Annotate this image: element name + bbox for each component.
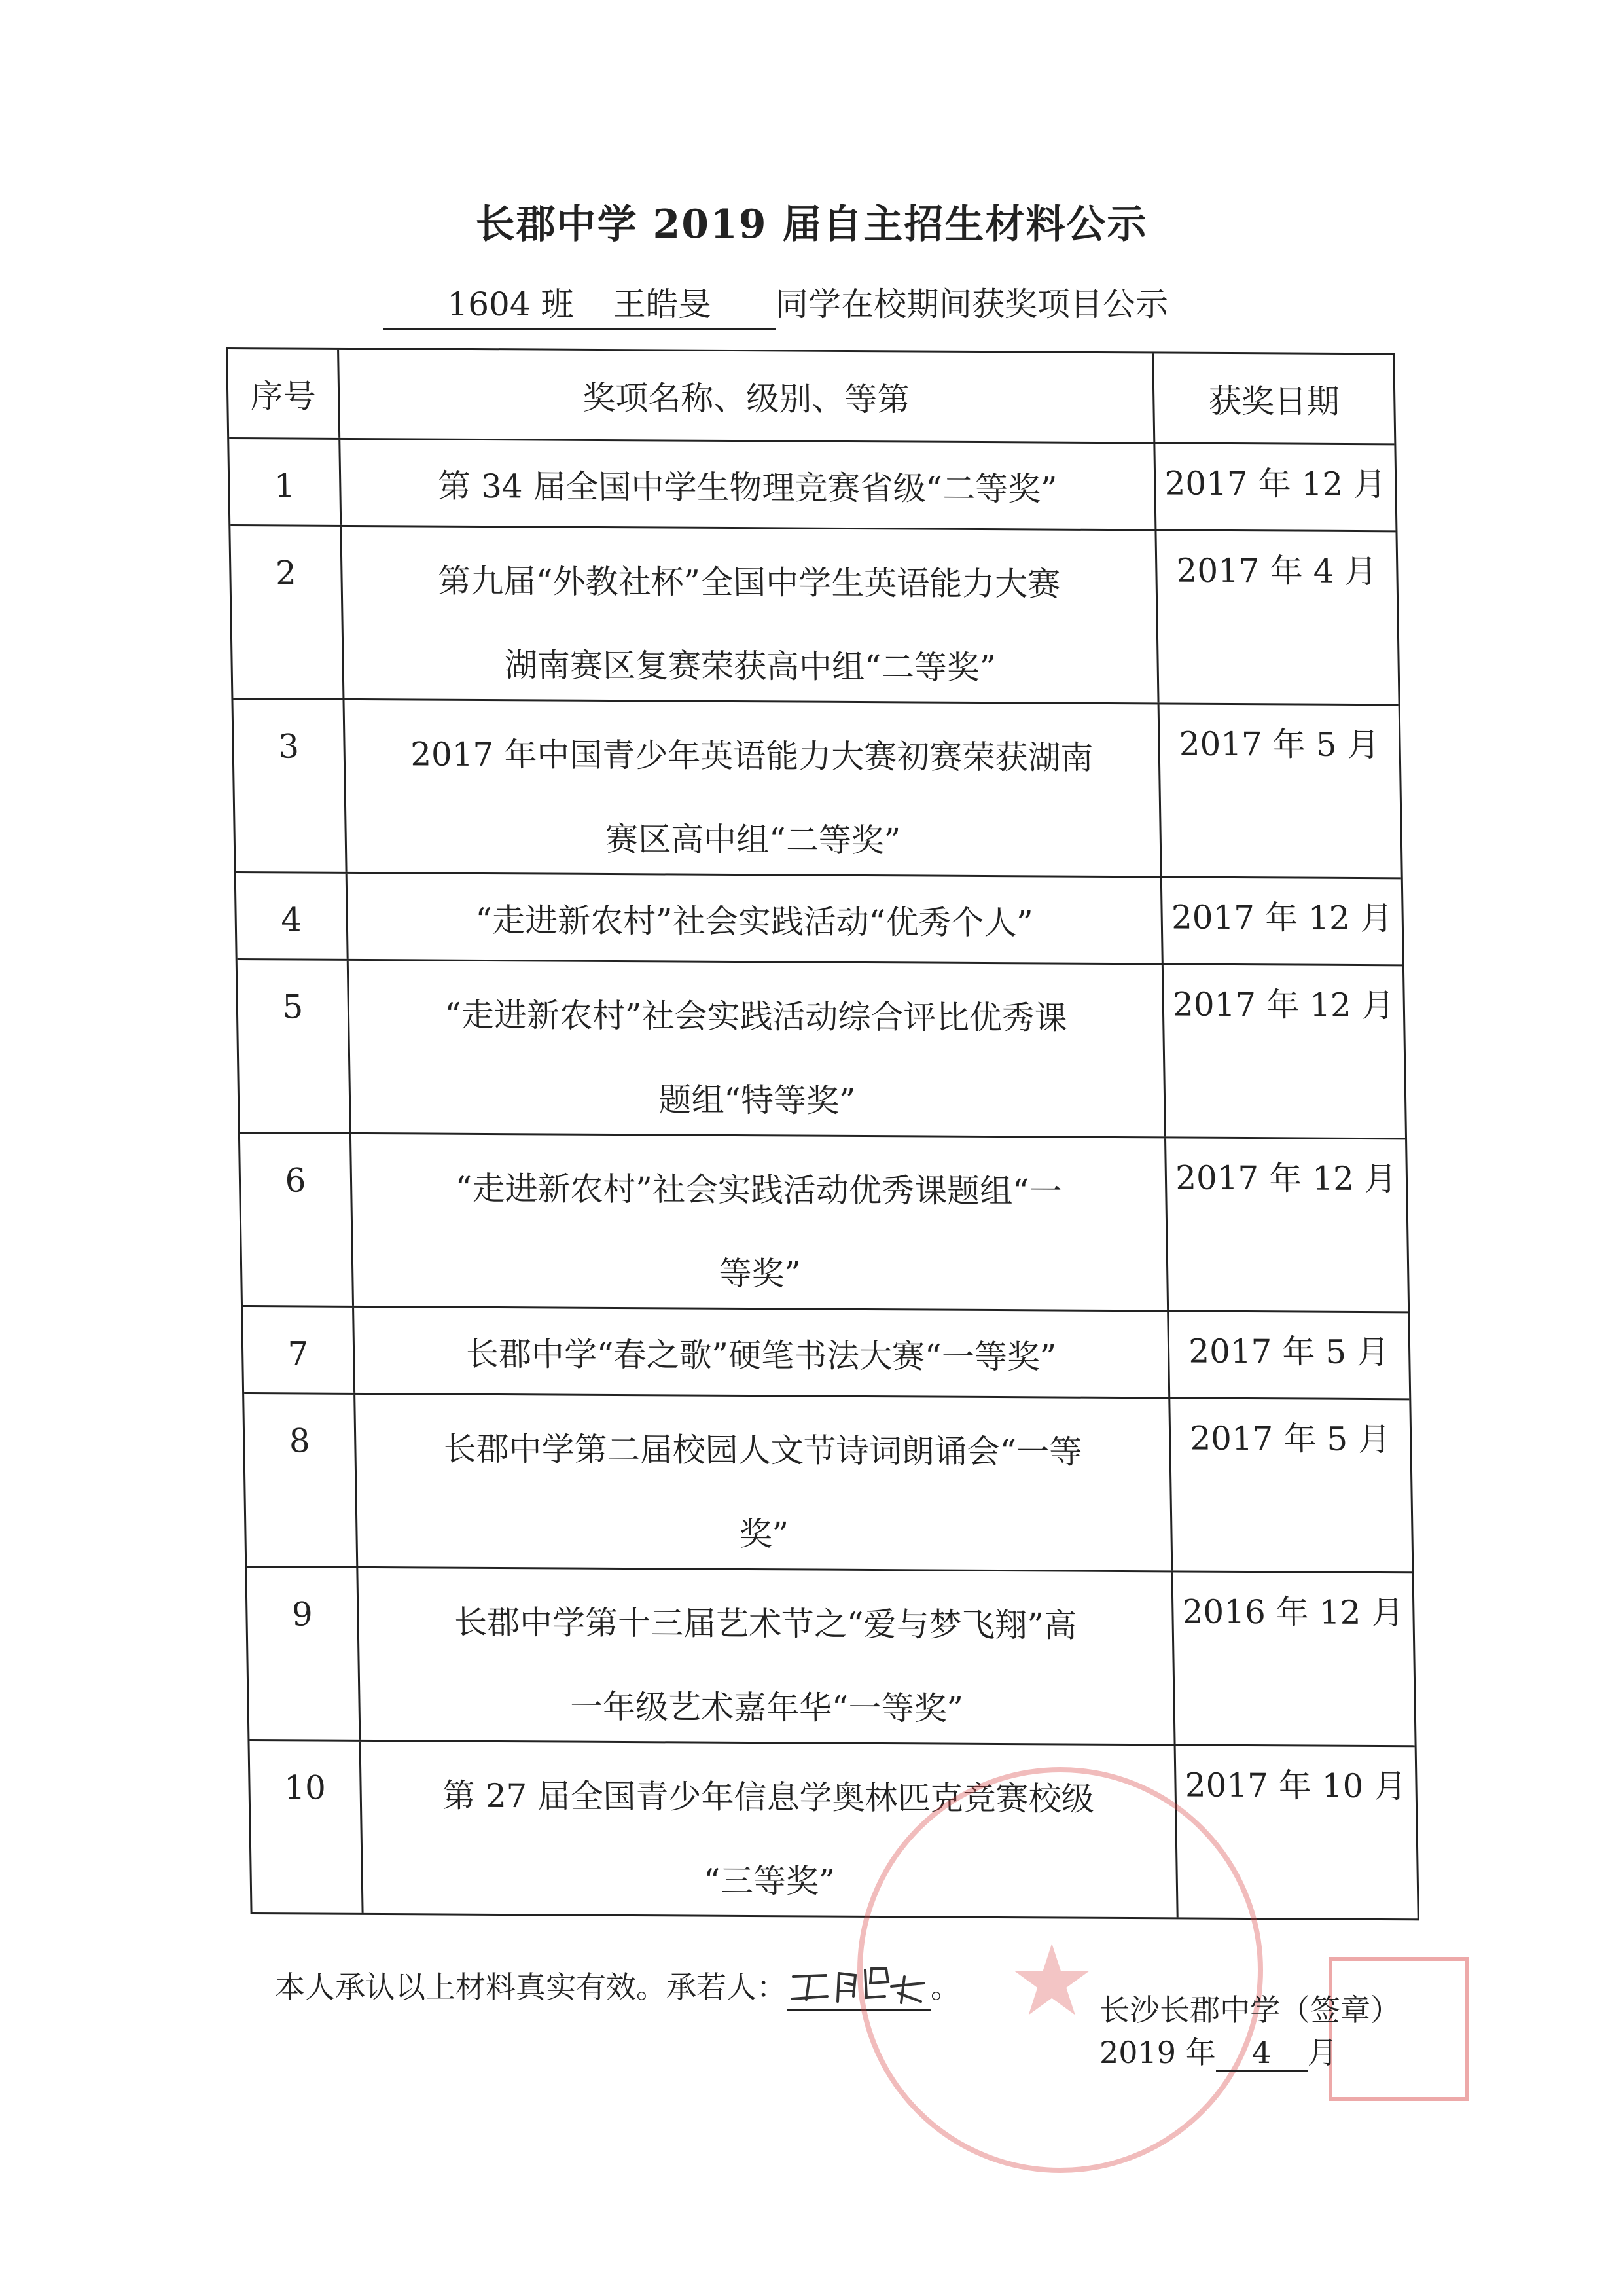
header-award-name: 奖项名称、级别、等第	[339, 350, 1155, 442]
date-month-unit: 月	[1307, 2035, 1338, 2070]
row-number: 10	[249, 1741, 363, 1913]
award-date: 2017 年 5 月	[1188, 1332, 1390, 1372]
declaration-end: 。	[931, 1969, 961, 2005]
table-row	[240, 1132, 1408, 1311]
award-name	[355, 1395, 1173, 1571]
row-number: 5	[238, 960, 351, 1132]
award-date: 2017 年 12 月	[1172, 985, 1395, 1025]
table-header-row	[228, 349, 1394, 443]
header-award-date: 获奖日期	[1208, 382, 1340, 421]
award-name	[342, 527, 1159, 703]
row-number: 4	[236, 873, 349, 959]
award-name-line: 一年级艺术嘉年华“一等奖”	[569, 1687, 964, 1728]
award-name-line: 2017 年中国青少年英语能力大赛初赛荣获湖南	[410, 735, 1094, 777]
table-row	[243, 1305, 1409, 1398]
award-name-line: 奖”	[739, 1515, 789, 1554]
award-name-line: “走进新农村”社会实践活动综合评比优秀课	[444, 996, 1068, 1037]
award-name-line: 长郡中学第二届校园人文节诗词朗诵会“一等	[443, 1429, 1082, 1471]
row-number: 9	[247, 1568, 361, 1740]
award-name-line: 长郡中学第十三届艺术节之“爱与梦飞翔”高	[454, 1603, 1077, 1645]
student-name: 王皓旻	[613, 285, 711, 323]
table-row	[230, 524, 1398, 704]
award-name-line: 赛区高中组“二等奖”	[605, 819, 901, 860]
row-number: 7	[243, 1307, 355, 1393]
row-number: 8	[244, 1394, 358, 1566]
table-row	[238, 958, 1405, 1138]
award-name	[354, 1308, 1170, 1397]
school-sign: 长沙长郡中学（签章）	[1099, 1992, 1400, 2028]
row-number: 3	[233, 700, 347, 872]
award-name-line: 第九届“外教社杯”全国中学生英语能力大赛	[437, 562, 1061, 603]
award-name-line: 题组“特等奖”	[658, 1081, 857, 1120]
award-date: 2017 年 12 月	[1171, 898, 1393, 938]
date-year: 2019 年	[1099, 2035, 1216, 2070]
award-date: 2017 年 5 月	[1179, 725, 1380, 764]
class-name: 1604 班	[447, 285, 574, 323]
award-name-line: 等奖”	[719, 1254, 802, 1293]
award-name-line: 长郡中学“春之歌”硬笔书法大赛“一等奖”	[465, 1335, 1057, 1376]
document-subtitle	[383, 278, 1168, 330]
award-name	[351, 1134, 1169, 1310]
table-row	[244, 1392, 1412, 1571]
table-row	[229, 437, 1395, 530]
awards-table	[226, 347, 1419, 1920]
date-month: 4	[1216, 2035, 1308, 2072]
award-name-line: 湖南赛区复赛荣获高中组“二等奖”	[504, 646, 997, 687]
table-row	[247, 1566, 1414, 1745]
award-date: 2017 年 12 月	[1175, 1158, 1398, 1198]
header-number: 序号	[228, 349, 340, 438]
declaration-text: 本人承认以上材料真实有效。承若人：	[275, 1969, 787, 2005]
award-date: 2017 年 10 月	[1185, 1766, 1407, 1806]
table-row	[236, 871, 1402, 964]
award-name-line: 第 34 届全国中学生物理竞赛省级“二等奖”	[437, 467, 1058, 509]
award-name-line: “走进新农村”社会实践活动“优秀个人”	[475, 901, 1034, 942]
award-name	[340, 440, 1156, 529]
award-name	[349, 961, 1166, 1137]
award-name-line: “三等奖”	[703, 1861, 836, 1901]
row-number: 2	[230, 526, 344, 698]
sign-date	[1099, 2029, 1338, 2072]
award-date: 2016 年 12 月	[1182, 1592, 1404, 1632]
row-number: 1	[229, 439, 342, 525]
award-name	[358, 1568, 1175, 1744]
subtitle-blank	[383, 278, 776, 330]
row-number: 6	[240, 1134, 354, 1306]
subtitle-suffix: 同学在校期间获奖项目公示	[776, 285, 1168, 323]
award-date: 2017 年 4 月	[1176, 551, 1378, 591]
award-name-line: 第 27 届全国青少年信息学奥林匹克竞赛校级	[442, 1776, 1095, 1818]
award-date: 2017 年 5 月	[1189, 1419, 1391, 1459]
document-title: 长郡中学 2019 届自主招生材料公示	[475, 202, 1148, 247]
award-name	[344, 700, 1162, 876]
table-row	[233, 698, 1400, 877]
stamp-star-icon: ★	[1008, 1924, 1096, 2038]
award-date: 2017 年 12 月	[1164, 464, 1387, 504]
award-name-line: “走进新农村”社会实践活动优秀课题组“一	[455, 1169, 1063, 1211]
table-body	[229, 437, 1418, 1918]
award-name	[348, 874, 1164, 963]
